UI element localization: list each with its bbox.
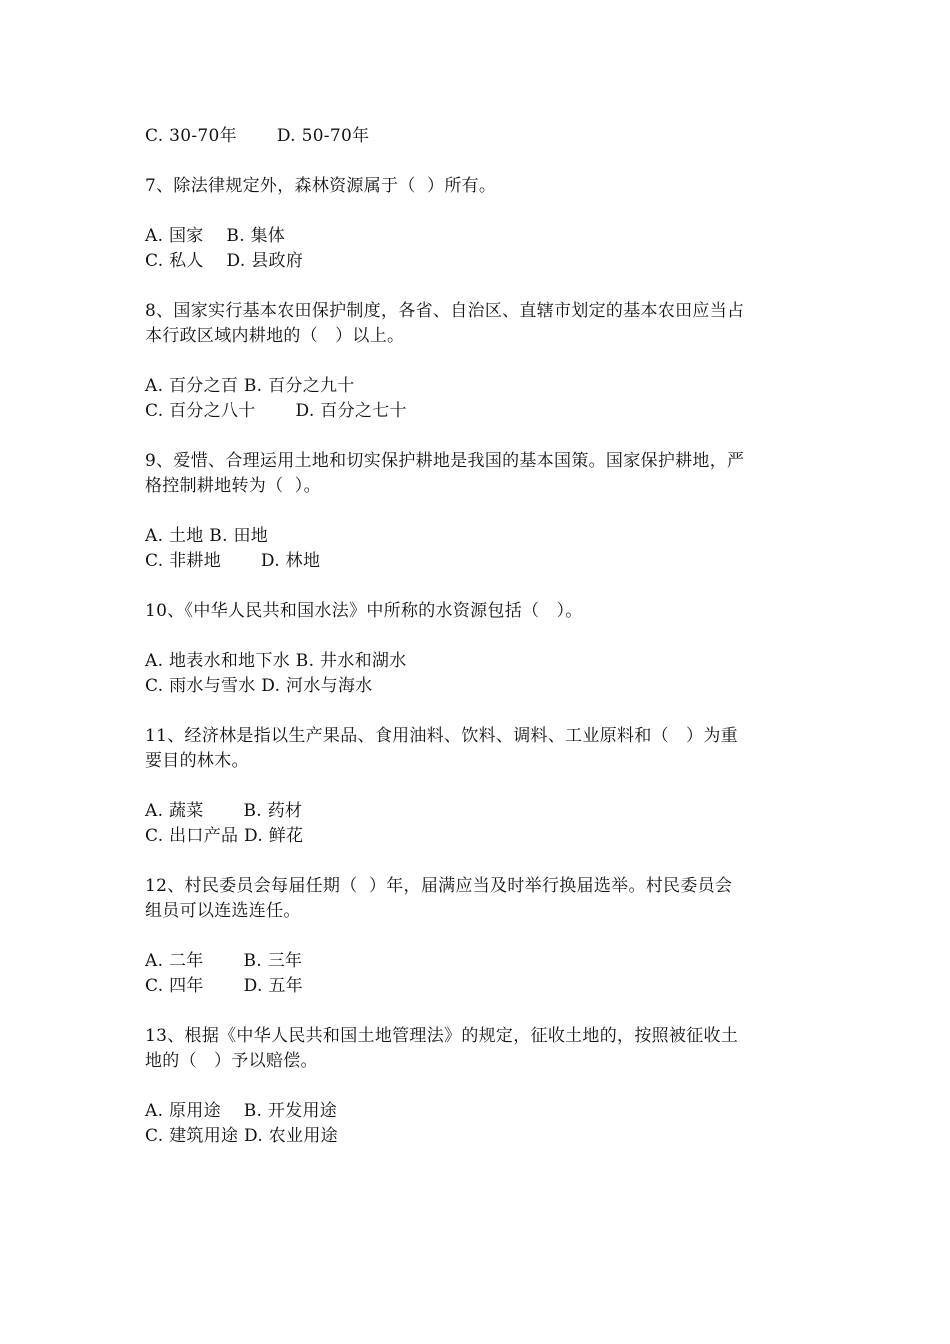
blank-line (145, 624, 810, 649)
options-line: C. 私人 D. 县政府 (145, 251, 304, 271)
question-8: 8、国家实行基本农田保护制度，各省、自治区、直辖市划定的基本农田应当占 (145, 301, 745, 321)
question-13-cont: 地的（ ）予以赔偿。 (145, 1051, 318, 1071)
document-body (145, 124, 810, 1149)
options-line: C. 建筑用途 D. 农业用途 (145, 1126, 338, 1146)
options-line: A. 地表水和地下水 B. 井水和湖水 (145, 651, 407, 671)
options-line: A. 蔬菜 B. 药材 (145, 801, 303, 821)
blank-line (145, 924, 810, 949)
options-line: A. 百分之百 B. 百分之九十 (145, 376, 355, 396)
options-line: A. 国家 B. 集体 (145, 226, 286, 246)
question-12-cont: 组员可以连选连任。 (145, 901, 301, 921)
options-line: A. 土地 B. 田地 (145, 526, 269, 546)
question-11-cont: 要目的林木。 (145, 751, 249, 771)
options-line: C. 出口产品 D. 鲜花 (145, 826, 304, 846)
blank-line (145, 849, 810, 874)
blank-line (145, 349, 810, 374)
blank-line (145, 199, 810, 224)
question-9: 9、爱惜、合理运用土地和切实保护耕地是我国的基本国策。国家保护耕地，严 (145, 451, 745, 471)
text-line: C. 30-70年 D. 50-70年 (145, 126, 370, 146)
question-7: 7、除法律规定外，森林资源属于（ ）所有。 (145, 176, 497, 196)
blank-line (145, 499, 810, 524)
options-line: C. 四年 D. 五年 (145, 976, 303, 996)
question-12: 12、村民委员会每届任期（ ）年，届满应当及时举行换届选举。村民委员会 (145, 876, 733, 896)
question-8-cont: 本行政区域内耕地的（ ）以上。 (145, 326, 405, 346)
options-line: A. 原用途 B. 开发用途 (145, 1101, 338, 1121)
blank-line (145, 274, 810, 299)
blank-line (145, 149, 810, 174)
blank-line (145, 574, 810, 599)
blank-line (145, 999, 810, 1024)
blank-line (145, 424, 810, 449)
blank-line (145, 699, 810, 724)
options-line: A. 二年 B. 三年 (145, 951, 303, 971)
question-11: 11、经济林是指以生产果品、食用油料、饮料、调料、工业原料和（ ）为重 (145, 726, 738, 746)
options-line: C. 非耕地 D. 林地 (145, 551, 321, 571)
question-10: 10、《中华人民共和国水法》中所称的水资源包括（ ）。 (145, 601, 583, 621)
question-13: 13、根据《中华人民共和国土地管理法》的规定，征收土地的，按照被征收土 (145, 1026, 739, 1046)
options-line: C. 百分之八十 D. 百分之七十 (145, 401, 407, 421)
blank-line (145, 1074, 810, 1099)
question-9-cont: 格控制耕地转为（ ）。 (145, 476, 321, 496)
options-line: C. 雨水与雪水 D. 河水与海水 (145, 676, 373, 696)
blank-line (145, 774, 810, 799)
